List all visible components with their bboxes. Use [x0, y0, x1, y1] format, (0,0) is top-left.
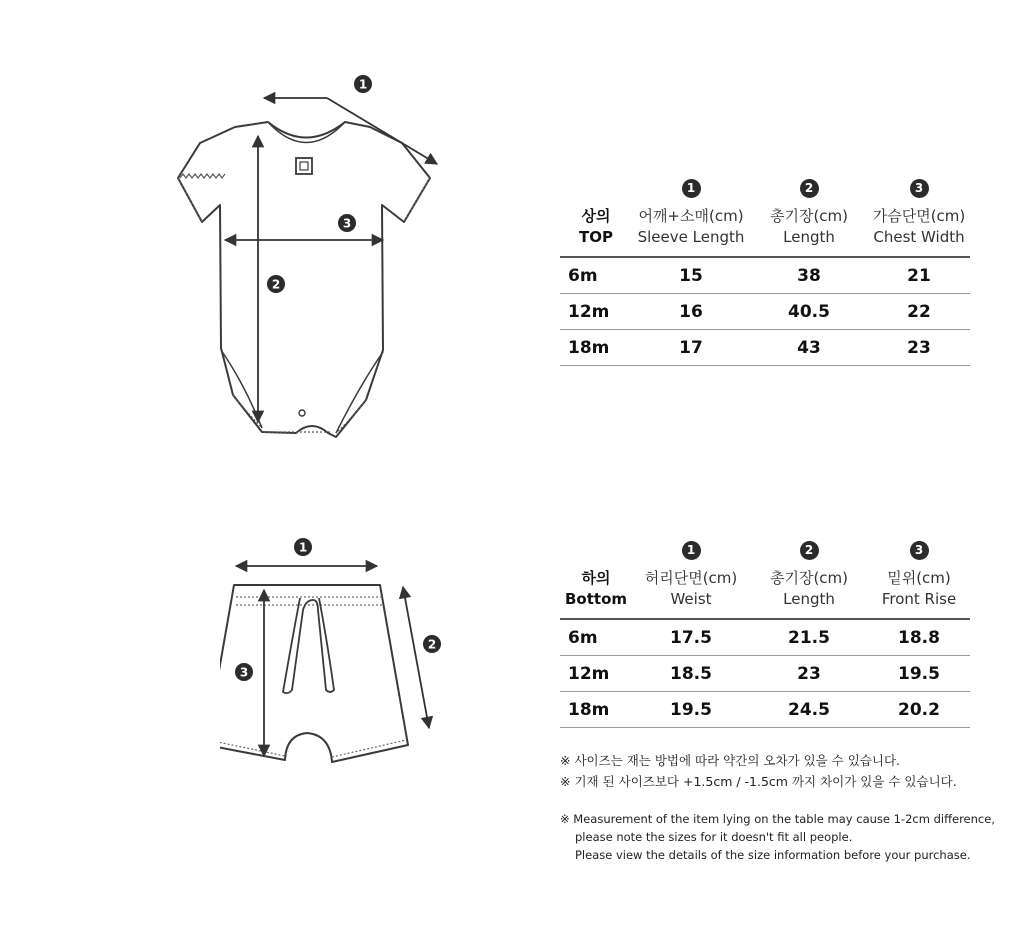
svg-text:3: 3	[239, 665, 249, 680]
top-col-2-ko: 총기장(cm)	[769, 207, 849, 225]
note-en-3: Please view the details of the size information before your purchase.	[575, 848, 971, 862]
svg-text:2: 2	[427, 637, 437, 652]
top-col-3-en: Chest Width	[873, 228, 965, 246]
value-cell: 18.8	[898, 627, 940, 648]
top-col-2-en: Length	[783, 228, 835, 246]
bottom-col-1-number: 1	[682, 541, 701, 560]
bodysuit-illustration	[170, 68, 450, 448]
size-cell: 12m	[568, 301, 610, 322]
value-cell: 19.5	[898, 663, 940, 684]
top-col-1-en: Sleeve Length	[637, 228, 745, 246]
bodysuit-marker-3	[338, 214, 356, 232]
table-row	[560, 294, 970, 330]
value-cell: 20.2	[898, 699, 940, 720]
bodysuit-marker-2	[267, 275, 285, 293]
bottom-number-row	[560, 536, 970, 562]
top-col-3-ko: 가슴단면(cm)	[872, 207, 966, 225]
bottom-label-en: Bottom	[564, 590, 627, 608]
size-cell: 12m	[568, 663, 610, 684]
table-row	[560, 330, 970, 366]
value-cell: 21	[907, 265, 931, 286]
bottom-col-3-ko: 밑위(cm)	[887, 569, 951, 587]
shorts-marker-3	[235, 663, 253, 681]
top-number-row	[560, 174, 970, 200]
size-cell: 6m	[568, 265, 598, 286]
bottom-col-2-number: 2	[800, 541, 819, 560]
value-cell: 21.5	[788, 627, 830, 648]
note-ko-1: ※ 사이즈는 재는 방법에 따라 약간의 오차가 있을 수 있습니다.	[560, 753, 901, 768]
top-label-ko: 상의	[581, 207, 611, 225]
bottom-col-2-ko: 총기장(cm)	[769, 569, 849, 587]
english-notes	[560, 810, 995, 864]
table-row	[560, 692, 970, 728]
size-cell: 6m	[568, 627, 598, 648]
shorts-marker-2	[423, 635, 441, 653]
value-cell: 23	[907, 337, 931, 358]
table-row	[560, 620, 970, 656]
bottom-col-3-number: 3	[910, 541, 929, 560]
top-label-en: TOP	[579, 228, 613, 246]
value-cell: 23	[797, 663, 821, 684]
value-cell: 16	[679, 301, 703, 322]
svg-text:1: 1	[358, 77, 368, 92]
table-row	[560, 258, 970, 294]
top-header-row	[560, 206, 970, 258]
top-col-1-ko: 어깨+소매(cm)	[638, 207, 744, 225]
bottom-header-row	[560, 568, 970, 620]
value-cell: 38	[797, 265, 821, 286]
value-cell: 17	[679, 337, 703, 358]
bottom-col-3-en: Front Rise	[881, 590, 957, 608]
note-en-1: ※ Measurement of the item lying on the table may cause 1-2cm difference,	[560, 812, 995, 826]
note-ko-2: ※ 기재 된 사이즈보다 +1.5cm / -1.5cm 까지 차이가 있을 수 있습니다.	[560, 774, 957, 789]
top-col-1-number: 1	[682, 179, 701, 198]
value-cell: 43	[797, 337, 821, 358]
value-cell: 15	[679, 265, 703, 286]
shorts-marker-1	[294, 538, 312, 556]
value-cell: 24.5	[788, 699, 830, 720]
value-cell: 40.5	[788, 301, 830, 322]
bodysuit-marker-1	[354, 75, 372, 93]
value-cell: 19.5	[670, 699, 712, 720]
top-col-2-number: 2	[800, 179, 819, 198]
bottom-col-1-ko: 허리단면(cm)	[644, 569, 738, 587]
size-cell: 18m	[568, 699, 610, 720]
top-size-table	[560, 174, 970, 366]
bottom-label-ko: 하의	[581, 569, 611, 587]
size-cell: 18m	[568, 337, 610, 358]
svg-text:3: 3	[342, 216, 352, 231]
shorts-illustration	[220, 530, 450, 770]
value-cell: 17.5	[670, 627, 712, 648]
value-cell: 18.5	[670, 663, 712, 684]
top-col-3-number: 3	[910, 179, 929, 198]
bottom-col-2-en: Length	[783, 590, 835, 608]
value-cell: 22	[907, 301, 931, 322]
svg-text:1: 1	[298, 540, 308, 555]
note-en-2: please note the sizes for it doesn't fit all people.	[575, 830, 853, 844]
table-row	[560, 656, 970, 692]
korean-notes	[560, 750, 957, 792]
bottom-size-table	[560, 536, 970, 728]
svg-text:2: 2	[271, 277, 281, 292]
bottom-col-1-en: Weist	[670, 590, 712, 608]
